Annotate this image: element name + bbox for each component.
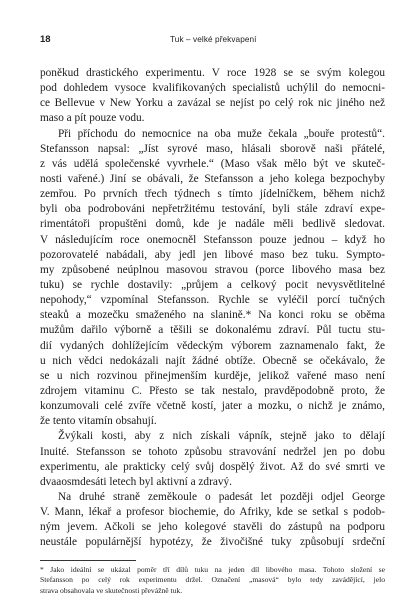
body-line: steaků a mozečku smaženého na slanině.* Na konci roku se oběma bbox=[40, 309, 385, 322]
body-line: Při příchodu do nemocnice na oba muže čekala „bouře protestů“. bbox=[58, 127, 385, 140]
body-line: Stefansson napsal: „Jíst syrové maso, hlásali sborově naši přátelé, bbox=[40, 142, 385, 155]
body-line: Inuité. Stefansson se tohoto způsobu stravování nedržel jen po dobu bbox=[40, 445, 385, 458]
body-line: my způsobené neúplnou masovou stravou (porce libového masa bez bbox=[40, 263, 385, 276]
body-line: dvaaosmdesáti letech byl aktivní a zdravý. bbox=[40, 475, 232, 488]
body-line: ce Bellevue v New Yorku a zavázal se nejíst po celý rok nic jiného než bbox=[40, 97, 385, 110]
body-line: zemřou. Po prvních třech týdnech s tímto jídelníčkem, během nichž bbox=[40, 188, 385, 201]
body-line: mužům dařilo výborně a těšili se dokonalému zdraví. Půl tuctu stu- bbox=[40, 324, 385, 337]
running-head bbox=[40, 34, 385, 48]
body-line: Žvýkali kosti, aby z nich získali vápník, stejně jako to dělají bbox=[58, 430, 385, 443]
body-line: konzumovali celé zvíře včetně kostí, jater a mozku, o nichž je známo, bbox=[40, 400, 385, 413]
body-line: tuku) se rychle dostavily: „průjem a celkový pocit nevysvětlitelné bbox=[40, 278, 385, 291]
body-line: rimentátoři propuštěni domů, kde je nadále měli bedlivě sledovat. bbox=[40, 218, 385, 231]
body-line: nosti vařené.) Jiní se obávali, že Stefansson a jeho kolega bezpochyby bbox=[40, 172, 385, 185]
body-line: zdrojem vitaminu C. Přesto se tak nestalo, pravděpodobně proto, že bbox=[40, 384, 385, 397]
footnote-line: * Jako ideální se ukázal poměr tří dílů tuku na jeden díl libového masa. Tohoto složení se bbox=[40, 564, 385, 574]
book-page bbox=[40, 34, 385, 596]
body-line: byli oba podrobováni nepřetržitému testování, byli stále zdraví expe- bbox=[40, 203, 385, 216]
page-number: 18 bbox=[40, 34, 51, 45]
body-line: nepohody,“ vzpomínal Stefansson. Rychle se vyléčil porcí tučných bbox=[40, 294, 385, 307]
body-line: u nich vědci nedokázali najít žádné obtíže. Obecně se očekávalo, že bbox=[40, 354, 385, 367]
footnote bbox=[40, 565, 385, 597]
body-line: V. Mann, lékař a profesor biochemie, do Afriky, kde se setkal s podob- bbox=[40, 506, 385, 519]
body-line: se u nich rozvinou přinejmenším kurděje, jelikož vařené maso není bbox=[40, 369, 385, 382]
body-line: Na druhé straně zeměkoule o padesát let později odjel George bbox=[58, 490, 385, 503]
body-line: ným jevem. Ačkoli se jeho kolegové stavěli do zástupů na podporu bbox=[40, 521, 385, 534]
running-title: Tuk – velké překvapení bbox=[170, 35, 257, 44]
body-line: neustále populárnější hypotézy, že živočišné tuky způsobují srdeční bbox=[40, 536, 385, 549]
body-text bbox=[40, 66, 385, 551]
footnote-line: strava obsahovala ve skutečnosti převážně tuk. bbox=[40, 585, 183, 595]
body-line: pod dohledem vysoce kvalifikovaných specialistů uchýlil do nemocni- bbox=[40, 82, 385, 95]
body-line: poněkud drastického experimentu. V roce 1928 se se svým kolegou bbox=[40, 67, 385, 79]
footnote-line: Stefansson po celý rok experimentu držel. Označení „masová“ bylo tedy zavádějící, jelo bbox=[40, 575, 385, 585]
body-line: pozorovatelé nabádali, aby jedl jen libové maso bez tuku. Sympto- bbox=[40, 248, 385, 261]
body-line: experimentu, ale prakticky celý svůj dospělý život. Až do své smrti ve bbox=[40, 460, 385, 473]
body-line: maso a pít pouze vodu. bbox=[40, 112, 145, 125]
body-line: V následujícím roce onemocněl Stefansson pouze jednou – když ho bbox=[40, 233, 385, 246]
body-line: že tento vitamín obsahují. bbox=[40, 415, 157, 428]
body-line: z vás udělá společenské vyvrhele.“ (Maso však mělo být ve skuteč- bbox=[40, 157, 385, 170]
body-line: dií vydaných dohlížejícím vědeckým výborem zaznamenalo fakt, že bbox=[40, 339, 385, 352]
footnote-divider bbox=[40, 560, 136, 561]
